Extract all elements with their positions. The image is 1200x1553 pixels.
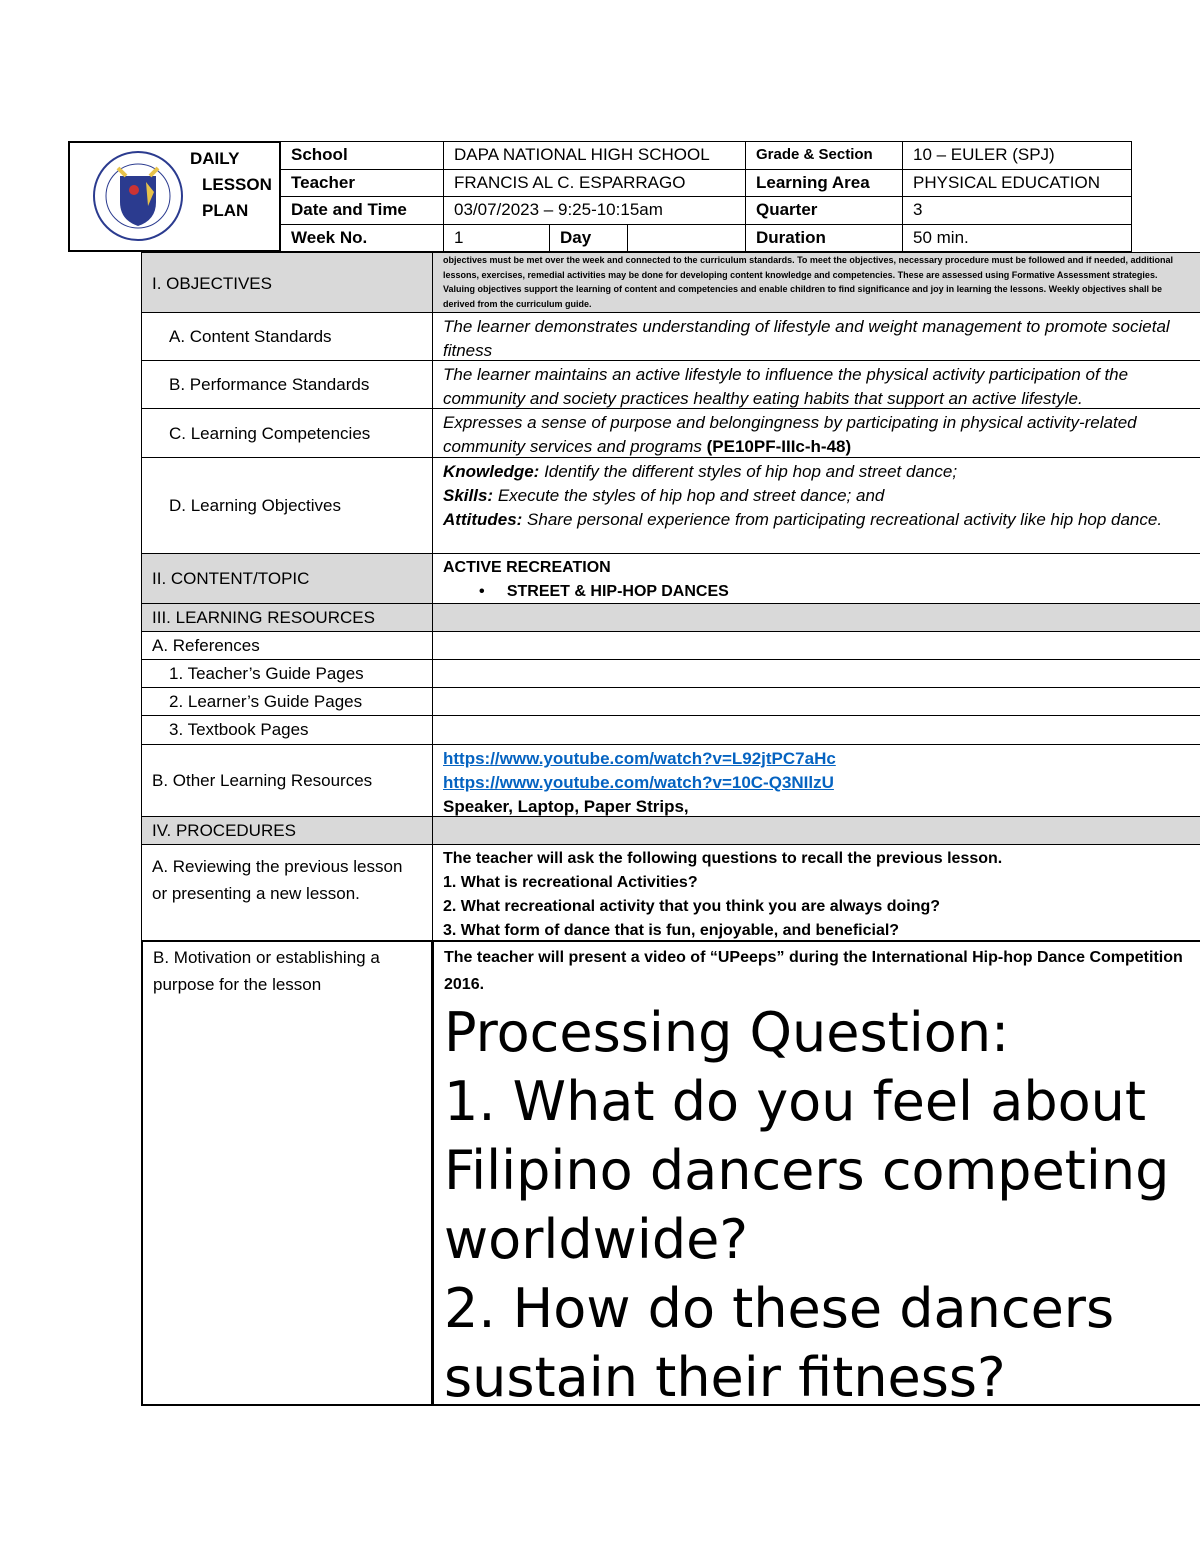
content-topic-cell: [432, 553, 1200, 604]
review-question: 3. What form of dance that is fun, enjoyable, and beneficial?: [443, 922, 900, 939]
objectives-heading: I. OBJECTIVES: [141, 252, 433, 313]
attitudes-objective: [443, 508, 1191, 532]
knowledge-objective: [443, 460, 1191, 484]
review-line: The teacher will ask the following questions to recall the previous lesson.: [443, 850, 1003, 867]
day-value: [627, 224, 746, 252]
procedures-heading: IV. PROCEDURES: [141, 816, 433, 845]
title-line: DAILY: [190, 149, 240, 168]
processing-question: 1. What do you feel about Filipino dancers competing worldwide?: [444, 1070, 1170, 1271]
duration-value: 50 min.: [902, 224, 1132, 252]
objectives-note: objectives must be met over the week and connected to the curriculum standards. To meet the objectives, necessary procedure must be followed and if needed, additional lessons, exercises, remedial activities may be done for developing content knowledge and competencies. These are assessed using Formative Assessment strategies. Valuing objectives support the learning of content and competencies and enable children to find significance and joy in learning the lessons. Weekly objectives shall be derived from the curriculum guide.: [432, 252, 1200, 313]
quarter-value: 3: [902, 196, 1132, 225]
knowledge-label: Knowledge:: [443, 462, 540, 481]
document-title: [190, 146, 272, 224]
procedures-heading-blank: [432, 816, 1200, 845]
subtopic-item: • STREET & HIP-HOP DANCES: [479, 583, 729, 600]
school-label: School: [280, 141, 444, 170]
grade-label: Grade & Section: [745, 141, 903, 170]
processing-heading: Processing Question:: [444, 1001, 1010, 1064]
school-value: DAPA NATIONAL HIGH SCHOOL: [443, 141, 746, 170]
subtopic: STREET & HIP-HOP DANCES: [506, 583, 729, 600]
title-line: PLAN: [202, 201, 249, 220]
learning-objectives-cell: [432, 457, 1200, 554]
textbook-label: 3. Textbook Pages: [141, 715, 433, 745]
attitudes-label: Attitudes:: [443, 510, 523, 529]
other-resources-label: B. Other Learning Resources: [141, 744, 433, 817]
area-value: PHYSICAL EDUCATION: [902, 169, 1132, 197]
video-link-2[interactable]: https://www.youtube.com/watch?v=10C-Q3NIlzU: [443, 773, 834, 792]
competencies-text: Expresses a sense of purpose and belongingness by participating in physical activity-related community services and programs: [443, 413, 1137, 456]
week-value: 1: [443, 224, 550, 252]
attitudes-text: Share personal experience from participating recreational activity like hip hop dance.: [522, 510, 1163, 529]
date-value: 03/07/2023 – 9:25-10:15am: [443, 196, 746, 225]
teachers-guide-label: 1. Teacher’s Guide Pages: [141, 659, 433, 688]
processing-questions: [444, 998, 1190, 1406]
title-line: LESSON: [202, 175, 272, 194]
content-standards-label: A. Content Standards: [141, 312, 433, 361]
content-topic-heading: II. CONTENT/TOPIC: [141, 553, 433, 604]
competencies-label: C. Learning Competencies: [141, 408, 433, 458]
topic: ACTIVE RECREATION: [443, 559, 611, 576]
reviewing-cell: [432, 844, 1200, 941]
skills-text: Execute the styles of hip hop and street dance; and: [493, 486, 885, 505]
materials: Speaker, Laptop, Paper Strips,: [443, 797, 689, 816]
review-question: 2. What recreational activity that you think you are always doing?: [443, 898, 941, 915]
skills-label: Skills:: [443, 486, 494, 505]
references-label: A. References: [141, 631, 433, 660]
performance-standards-text: The learner maintains an active lifestyle to influence the physical activity participation of the community and society practices healthy eating habits that support an active lifestyle.: [432, 360, 1200, 409]
teacher-label: Teacher: [280, 169, 444, 197]
skills-objective: [443, 484, 1191, 508]
motivation-cell: [432, 940, 1200, 1406]
motivation-text: The teacher will present a video of “UPeeps” during the International Hip-hop Dance Competition 2016.: [444, 949, 1183, 993]
week-label: Week No.: [280, 224, 444, 252]
quarter-label: Quarter: [745, 196, 903, 225]
learners-guide-value: [432, 687, 1200, 716]
teacher-value: FRANCIS AL C. ESPARRAGO: [443, 169, 746, 197]
motivation-label: B. Motivation or establishing a purpose for the lesson: [141, 940, 433, 1406]
competency-code: (PE10PF-IIIc-h-48): [706, 437, 852, 456]
content-standards-text: The learner demonstrates understanding of lifestyle and weight management to promote societal fitness: [432, 312, 1200, 361]
area-label: Learning Area: [745, 169, 903, 197]
other-resources-cell: [432, 744, 1200, 817]
review-question: 1. What is recreational Activities?: [443, 874, 698, 891]
learning-objectives-label: D. Learning Objectives: [141, 457, 433, 554]
references-value: [432, 631, 1200, 660]
textbook-value: [432, 715, 1200, 745]
day-label: Day: [549, 224, 628, 252]
grade-value: 10 – EULER (SPJ): [902, 141, 1132, 170]
duration-label: Duration: [745, 224, 903, 252]
learners-guide-label: 2. Learner’s Guide Pages: [141, 687, 433, 716]
reviewing-label: A. Reviewing the previous lesson or presenting a new lesson.: [141, 844, 433, 941]
teachers-guide-value: [432, 659, 1200, 688]
performance-standards-label: B. Performance Standards: [141, 360, 433, 409]
deped-seal-logo: [90, 150, 186, 242]
competencies-cell: [432, 408, 1200, 458]
resources-heading: III. LEARNING RESOURCES: [141, 603, 433, 632]
processing-question: 2. How do these dancers sustain their fitness?: [444, 1277, 1115, 1406]
resources-heading-blank: [432, 603, 1200, 632]
video-link-1[interactable]: https://www.youtube.com/watch?v=L92jtPC7aHc: [443, 749, 836, 768]
date-label: Date and Time: [280, 196, 444, 225]
knowledge-text: Identify the different styles of hip hop and street dance;: [539, 462, 958, 481]
